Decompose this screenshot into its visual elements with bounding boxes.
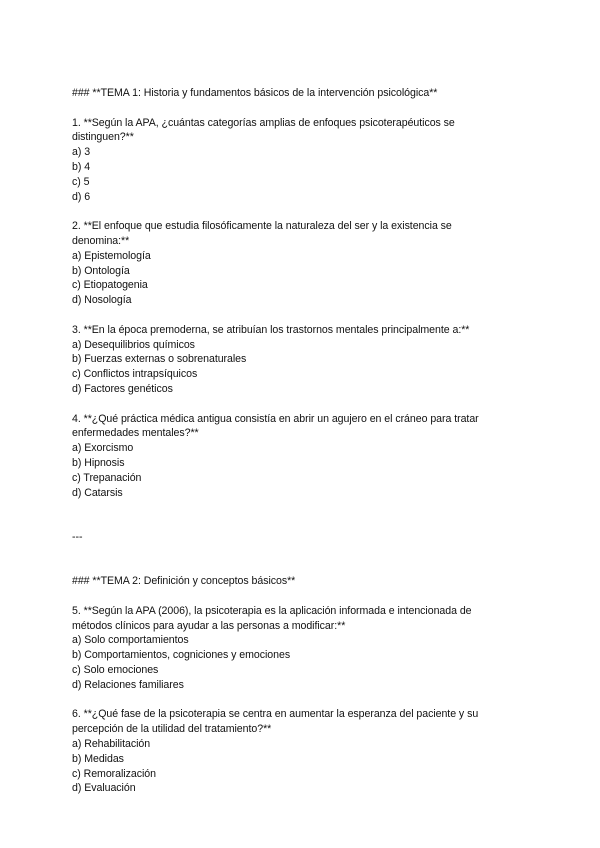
answer-option: a) 3: [72, 146, 91, 159]
answer-option: b) 4: [72, 160, 91, 173]
question-text-line: distinguen?**: [72, 131, 134, 144]
section-heading-tema-1: [72, 86, 528, 101]
answer-option: c) Remoralización: [72, 767, 156, 780]
answer-option: a) Solo comportamientos: [72, 634, 189, 647]
question-1: [72, 116, 528, 205]
answer-option: d) Evaluación: [72, 782, 136, 795]
question-text-line: 3. **En la época premoderna, se atribuían los trastornos mentales principalmente a:**: [72, 323, 470, 336]
answer-option: b) Fuerzas externas o sobrenaturales: [72, 353, 247, 366]
separator-text: ---: [72, 530, 83, 543]
question-text-line: denomina:**: [72, 234, 130, 247]
section-heading-text: ### **TEMA 2: Definición y conceptos básicos**: [72, 575, 296, 588]
answer-option: c) Etiopatogenia: [72, 279, 148, 292]
section-heading-tema-2: [72, 574, 528, 589]
answer-option: d) Catarsis: [72, 486, 123, 499]
document-content: [72, 86, 528, 811]
answer-option: d) Nosología: [72, 294, 132, 307]
question-6: [72, 707, 528, 796]
answer-option: c) Solo emociones: [72, 664, 159, 677]
answer-option: a) Exorcismo: [72, 442, 134, 455]
question-4: [72, 412, 528, 501]
answer-option: b) Hipnosis: [72, 456, 125, 469]
question-3: [72, 323, 528, 397]
question-text-line: 6. **¿Qué fase de la psicoterapia se centra en aumentar la esperanza del paciente y su: [72, 708, 479, 721]
section-separator: [72, 530, 528, 545]
question-text-line: 5. **Según la APA (2006), la psicoterapia es la aplicación informada e intencionada de: [72, 604, 472, 617]
question-text-line: métodos clínicos para ayudar a las personas a modificar:**: [72, 619, 346, 632]
answer-option: d) 6: [72, 190, 91, 203]
answer-option: b) Medidas: [72, 752, 124, 765]
question-text-line: 2. **El enfoque que estudia filosóficamente la naturaleza del ser y la existencia se: [72, 220, 452, 233]
answer-option: c) Trepanación: [72, 471, 142, 484]
section-heading-text: ### **TEMA 1: Historia y fundamentos básicos de la intervención psicológica**: [72, 87, 438, 99]
question-5: [72, 604, 528, 693]
question-text-line: 4. **¿Qué práctica médica antigua consistía en abrir un agujero en el cráneo para tratar: [72, 412, 479, 425]
question-text-line: 1. **Según la APA, ¿cuántas categorías amplias de enfoques psicoterapéuticos se: [72, 116, 455, 129]
question-2: [72, 219, 528, 308]
question-text-line: percepción de la utilidad del tratamiento?**: [72, 723, 272, 736]
answer-option: a) Epistemología: [72, 249, 151, 262]
answer-option: b) Ontología: [72, 264, 130, 277]
answer-option: b) Comportamientos, cogniciones y emociones: [72, 649, 291, 662]
question-text-line: enfermedades mentales?**: [72, 427, 199, 440]
answer-option: a) Desequilibrios químicos: [72, 338, 195, 351]
answer-option: d) Factores genéticos: [72, 382, 173, 395]
answer-option: a) Rehabilitación: [72, 738, 151, 751]
answer-option: c) 5: [72, 175, 90, 188]
answer-option: c) Conflictos intrapsíquicos: [72, 368, 198, 381]
answer-option: d) Relaciones familiares: [72, 678, 184, 691]
